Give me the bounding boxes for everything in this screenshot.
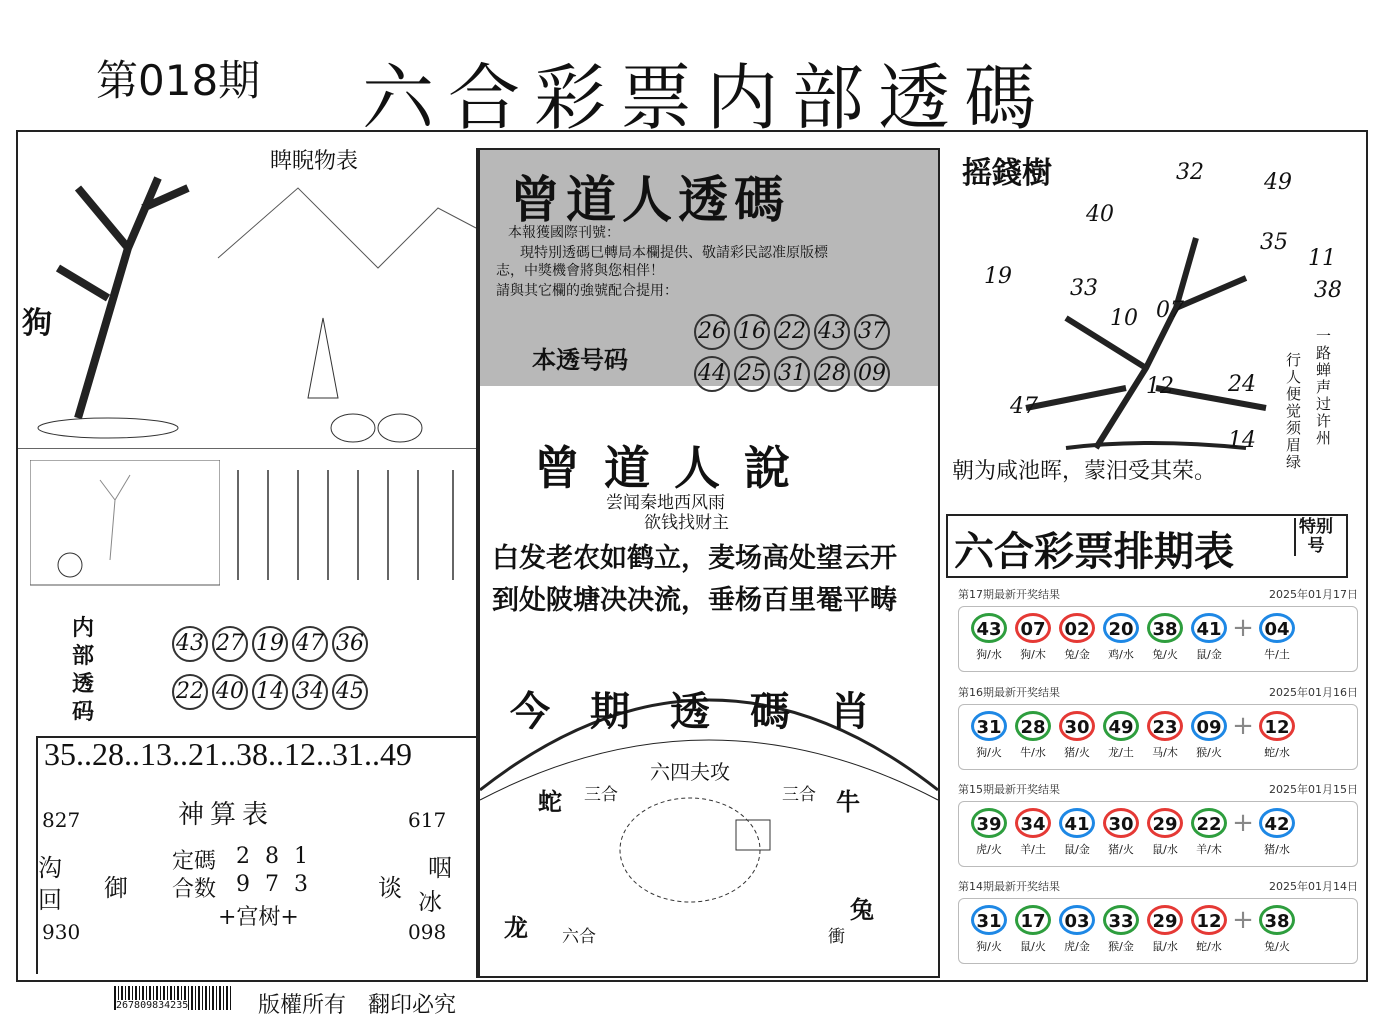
- result-block: [958, 878, 1358, 964]
- number-ball: 22: [774, 314, 810, 350]
- ball-zodiac: 狗/火: [976, 746, 1002, 759]
- tree-num: 11: [1308, 246, 1336, 271]
- poem-line-2: 到处陂塘决决流，垂杨百里罨平畴: [492, 585, 897, 616]
- result-ball: [1255, 808, 1299, 857]
- result-ball: [1187, 808, 1231, 857]
- handwriting-block: [228, 460, 468, 600]
- result-ball: [967, 711, 1011, 760]
- ball-number: 49: [1103, 711, 1139, 741]
- tree-num: 07: [1156, 298, 1184, 323]
- tree-num: 49: [1264, 170, 1292, 195]
- cw-bing: 冰: [418, 888, 442, 916]
- result-title: 第14期最新开奖结果: [958, 880, 1060, 893]
- divider: [18, 448, 476, 449]
- tree-verse: 朝为咸池晖，蒙汨受其荣。: [952, 459, 1217, 484]
- result-block: [958, 781, 1358, 867]
- sanhe-right: 三合: [782, 785, 816, 805]
- tree-num: 32: [1176, 160, 1204, 185]
- number-ball: 43: [172, 626, 208, 662]
- notice-3: 志，中獎機會將與您相伴！: [496, 263, 664, 279]
- cw-yan: 咽: [428, 854, 452, 882]
- result-date: 2025年01月16日: [1269, 686, 1358, 699]
- number-ball: 40: [212, 674, 248, 710]
- ball-number: 33: [1103, 905, 1139, 935]
- dingma-value: 2 8 1: [236, 844, 312, 869]
- ball-number: 04: [1259, 613, 1295, 643]
- number-ball: 22: [172, 674, 208, 710]
- ball-zodiac: 狗/火: [976, 940, 1002, 953]
- result-ball: [1099, 711, 1143, 760]
- tree-sketch: [18, 148, 476, 448]
- number-ball: 28: [814, 356, 850, 392]
- notice-2: 現特別透碼巳轉局本欄提供、敬請彩民認准原版標: [520, 245, 828, 261]
- result-title: 第15期最新开奖结果: [958, 783, 1060, 796]
- plus-icon: +: [1232, 613, 1254, 643]
- number-ball: 43: [814, 314, 850, 350]
- ball-number: 28: [1015, 711, 1051, 741]
- gongshu: +宫树+: [218, 905, 299, 930]
- result-header: [958, 586, 1358, 602]
- result-ball: [1255, 613, 1299, 662]
- result-ball: [1143, 613, 1187, 662]
- ball-zodiac: 兔/金: [1064, 648, 1090, 661]
- result-ball: [1055, 905, 1099, 954]
- result-title: 第17期最新开奖结果: [958, 588, 1060, 601]
- result-header: [958, 684, 1358, 700]
- number-ball: 36: [332, 626, 368, 662]
- result-ball: [1099, 808, 1143, 857]
- ball-number: 29: [1147, 808, 1183, 838]
- sanhe-left: 三合: [584, 785, 618, 805]
- ball-zodiac: 兔/火: [1152, 648, 1178, 661]
- tree-num: 38: [1314, 278, 1342, 303]
- ball-number: 12: [1259, 711, 1295, 741]
- ball-number: 03: [1059, 905, 1095, 935]
- number-ball: 16: [734, 314, 770, 350]
- page-title: 六合彩票内部透碼: [362, 56, 1051, 140]
- ball-number: 41: [1059, 808, 1095, 838]
- barcode-number: 267809834235: [116, 1000, 189, 1011]
- rights: 版權所有: [258, 993, 347, 1018]
- result-header: [958, 781, 1358, 797]
- ball-number: 20: [1103, 613, 1139, 643]
- result-ball: [1143, 808, 1187, 857]
- result-ball: [967, 808, 1011, 857]
- tree-num: 40: [1086, 202, 1114, 227]
- schedule-header: [946, 514, 1348, 578]
- tree-num: 33: [1070, 276, 1098, 301]
- ball-number: 42: [1259, 808, 1295, 838]
- center-text: 六四夫攻: [650, 760, 730, 784]
- result-date: 2025年01月17日: [1269, 588, 1358, 601]
- schedule-title: 六合彩票排期表: [954, 529, 1234, 575]
- tree-num: 35: [1260, 230, 1288, 255]
- neibu-label: 内部透码: [72, 615, 95, 725]
- ball-number: 02: [1059, 613, 1095, 643]
- result-ball: [1187, 905, 1231, 954]
- number-098: 098: [408, 920, 447, 944]
- special-label: 特别号: [1294, 518, 1336, 556]
- ball-number: 07: [1015, 613, 1051, 643]
- result-ball: [1255, 711, 1299, 760]
- zodiac-tu: 兔: [850, 895, 874, 924]
- ball-zodiac: 狗/水: [976, 648, 1002, 661]
- number-ball: 19: [252, 626, 288, 662]
- ball-zodiac: 鼠/水: [1152, 843, 1178, 856]
- liuhe-label: 六合: [562, 927, 596, 947]
- ball-zodiac: 虎/火: [976, 843, 1002, 856]
- ball-number: 38: [1259, 905, 1295, 935]
- ball-number: 17: [1015, 905, 1051, 935]
- notice-4: 請與其它欄的強號配合提用：: [496, 283, 678, 299]
- tree-num: 12: [1146, 374, 1174, 399]
- ball-zodiac: 猴/火: [1196, 746, 1222, 759]
- ball-zodiac: 猪/火: [1064, 746, 1090, 759]
- ball-number: 39: [971, 808, 1007, 838]
- zodiac-she: 蛇: [538, 787, 562, 816]
- result-ball: [1055, 613, 1099, 662]
- heshu-value: 9 7 3: [236, 872, 312, 897]
- ball-number: 23: [1147, 711, 1183, 741]
- zodiac-niu: 牛: [836, 787, 860, 816]
- benqi-row-2: [692, 356, 892, 392]
- ball-zodiac: 猪/火: [1108, 843, 1134, 856]
- plus-icon: +: [1232, 905, 1254, 935]
- result-ball: [1055, 711, 1099, 760]
- result-card: [958, 898, 1358, 964]
- number-827: 827: [42, 808, 81, 832]
- ball-zodiac: 羊/木: [1196, 843, 1222, 856]
- result-ball: [967, 905, 1011, 954]
- ball-zodiac: 蛇/水: [1196, 940, 1222, 953]
- notice-1: 本報獲國際刊號：: [508, 225, 620, 241]
- result-date: 2025年01月14日: [1269, 880, 1358, 893]
- cw-hui: 回: [38, 886, 62, 914]
- number-ball: 37: [854, 314, 890, 350]
- ball-zodiac: 虎/金: [1064, 940, 1090, 953]
- ball-zodiac: 马/木: [1152, 746, 1178, 759]
- result-ball: [1055, 808, 1099, 857]
- result-ball: [1011, 808, 1055, 857]
- tree-num: 47: [1010, 394, 1038, 419]
- tree-num: 19: [984, 264, 1012, 289]
- cw-yu: 御: [104, 874, 128, 902]
- copy-notice: 翻印必究: [368, 993, 457, 1018]
- result-block: [958, 684, 1358, 770]
- ball-zodiac: 鸡/水: [1108, 648, 1134, 661]
- result-header: [958, 878, 1358, 894]
- left-column: [18, 148, 478, 978]
- result-card: [958, 606, 1358, 672]
- middle-column: [478, 148, 940, 978]
- small-sketch: [30, 460, 220, 590]
- result-ball: [1099, 905, 1143, 954]
- ball-number: 31: [971, 711, 1007, 741]
- result-card: [958, 801, 1358, 867]
- ball-zodiac: 狗/木: [1020, 648, 1046, 661]
- ball-zodiac: 鼠/金: [1196, 648, 1222, 661]
- ball-zodiac: 猴/金: [1108, 940, 1134, 953]
- dingma-label: 定碼: [172, 849, 217, 874]
- ball-zodiac: 鼠/水: [1152, 940, 1178, 953]
- side-verse-2: 行人便觉须眉绿: [1286, 351, 1302, 471]
- result-ball: [1187, 711, 1231, 760]
- heng-label: 衝: [828, 927, 845, 947]
- number-ball: 14: [252, 674, 288, 710]
- ball-zodiac: 鼠/火: [1020, 940, 1046, 953]
- poem-line-1: 白发老农如鹤立，麦场高处望云开: [492, 543, 897, 574]
- arc-title: 今期透碼肖: [510, 688, 910, 735]
- ball-number: 29: [1147, 905, 1183, 935]
- animal-label: 狗: [22, 306, 52, 341]
- number-ball: 34: [292, 674, 328, 710]
- result-ball: [1011, 613, 1055, 662]
- tree-num: 24: [1228, 372, 1256, 397]
- neibu-row-1: [170, 626, 370, 662]
- zodiac-long: 龙: [504, 913, 528, 942]
- ball-number: 31: [971, 905, 1007, 935]
- wu-table-label: 睥睨物表: [270, 149, 359, 174]
- poem-b: 欲钱找财主: [644, 513, 729, 533]
- benqi-label: 本透号码: [532, 345, 628, 374]
- ball-zodiac: 兔/火: [1264, 940, 1290, 953]
- number-ball: 47: [292, 626, 328, 662]
- result-ball: [1011, 905, 1055, 954]
- number-ball: 26: [694, 314, 730, 350]
- number-ball: 25: [734, 356, 770, 392]
- ball-zodiac: 龙/土: [1108, 746, 1134, 759]
- tree-num: 14: [1228, 428, 1256, 453]
- result-ball: [1143, 711, 1187, 760]
- result-date: 2025年01月15日: [1269, 783, 1358, 796]
- plus-icon: +: [1232, 808, 1254, 838]
- number-ball: 31: [774, 356, 810, 392]
- result-ball: [967, 613, 1011, 662]
- ball-number: 30: [1103, 808, 1139, 838]
- number-ball: 44: [694, 356, 730, 392]
- cw-gou: 沟: [38, 854, 62, 882]
- result-title: 第16期最新开奖结果: [958, 686, 1060, 699]
- ball-number: 43: [971, 613, 1007, 643]
- zeng-title: 曾道人透碼: [510, 170, 790, 229]
- result-ball: [1099, 613, 1143, 662]
- ball-number: 09: [1191, 711, 1227, 741]
- ball-zodiac: 牛/土: [1264, 648, 1290, 661]
- number-sequence: 35..28..13..21..38..12..31..49: [44, 736, 412, 772]
- result-ball: [1255, 905, 1299, 954]
- plus-icon: +: [1232, 711, 1254, 741]
- result-ball: [1187, 613, 1231, 662]
- ball-zodiac: 鼠/金: [1064, 843, 1090, 856]
- tree-title: 摇錢樹: [962, 156, 1052, 191]
- neibu-row-2: [170, 674, 370, 710]
- ball-zodiac: 蛇/水: [1264, 746, 1290, 759]
- number-ball: 45: [332, 674, 368, 710]
- heshu-label: 合数: [172, 877, 217, 902]
- ball-zodiac: 羊/土: [1020, 843, 1046, 856]
- shensuan-title: 神算表: [178, 800, 275, 830]
- result-ball: [1011, 711, 1055, 760]
- ball-zodiac: 猪/水: [1264, 843, 1290, 856]
- number-ball: 09: [854, 356, 890, 392]
- number-930: 930: [42, 920, 81, 944]
- result-block: [958, 586, 1358, 672]
- benqi-row-1: [692, 314, 892, 350]
- ball-number: 12: [1191, 905, 1227, 935]
- result-card: [958, 704, 1358, 770]
- zeng-say-title: 曾道人說: [534, 441, 814, 495]
- issue-number: 第018期: [96, 56, 261, 105]
- number-617: 617: [408, 808, 447, 832]
- ball-number: 41: [1191, 613, 1227, 643]
- side-verse-1: 一路蝉声过许州: [1316, 327, 1332, 447]
- ball-number: 30: [1059, 711, 1095, 741]
- result-ball: [1143, 905, 1187, 954]
- number-ball: 27: [212, 626, 248, 662]
- cw-tan: 谈: [378, 874, 402, 902]
- ball-number: 34: [1015, 808, 1051, 838]
- ball-number: 38: [1147, 613, 1183, 643]
- tree-num: 10: [1110, 306, 1138, 331]
- ball-zodiac: 牛/水: [1020, 746, 1046, 759]
- ball-number: 22: [1191, 808, 1227, 838]
- poem-a: 尝闻秦地西风雨: [606, 493, 725, 513]
